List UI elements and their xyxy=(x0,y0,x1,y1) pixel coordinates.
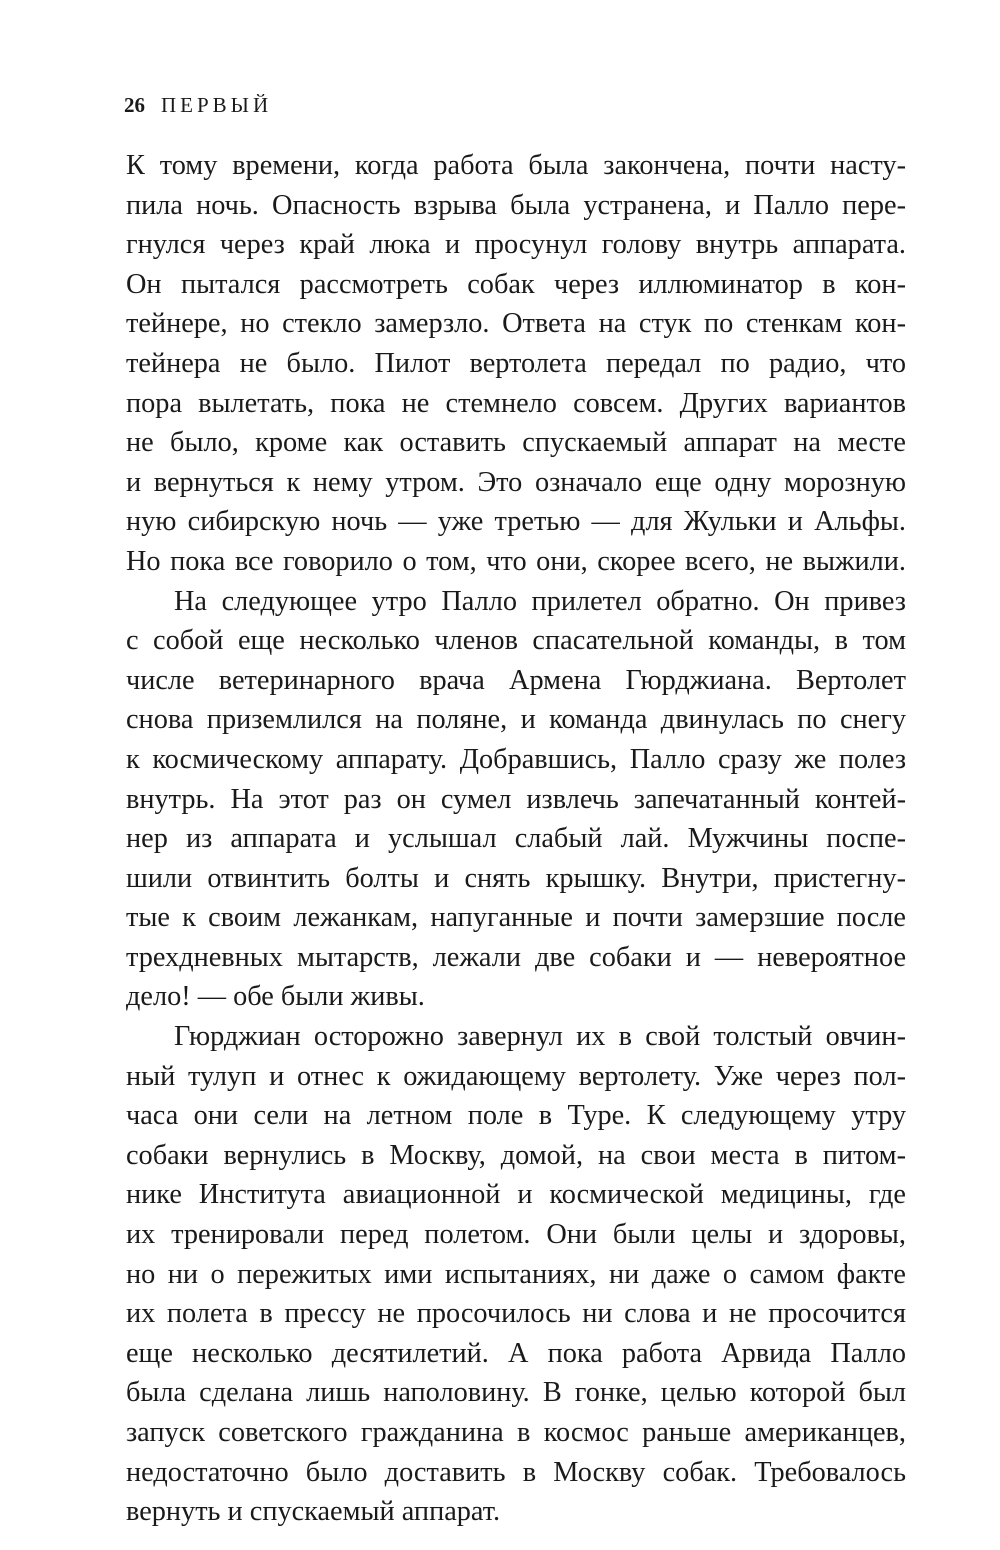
running-head xyxy=(124,92,272,118)
body-text xyxy=(126,146,906,1532)
text-line: еще несколько десятилетий. А пока работа Арвида Палло xyxy=(126,1337,906,1369)
text-line: Он пытался рассмотреть собак через иллюминатор в кон- xyxy=(126,268,906,300)
text-line: числе ветеринарного врача Армена Гюрджиана. Вертолет xyxy=(126,664,906,696)
text-line: Но пока все говорило о том, что они, скорее всего, не выжили. xyxy=(126,545,906,577)
text-line: пила ночь. Опасность взрыва была устранена, и Палло пере- xyxy=(126,189,906,221)
text-line: пора вылетать, пока не стемнело совсем. Других вариантов xyxy=(126,387,906,419)
text-line: и вернуться к нему утром. Это означало еще одну морозную xyxy=(126,466,906,498)
text-line: с собой еще несколько членов спасательной команды, в том xyxy=(126,625,906,657)
text-line: тейнере, но стекло замерзло. Ответа на стук по стенкам кон- xyxy=(126,308,906,340)
chapter-title: ПЕРВЫЙ xyxy=(161,93,273,117)
text-line: вернуть и спускаемый аппарат. xyxy=(126,1496,501,1528)
text-line: запуск советского гражданина в космос раньше американцев, xyxy=(126,1417,906,1448)
text-line: нер из аппарата и услышал слабый лай. Мужчины поспе- xyxy=(126,823,906,855)
text-line: трехдневных мытарств, лежали две собаки и — невероятное xyxy=(126,941,906,973)
text-line: к космическому аппарату. Добравшись, Палло сразу же полез xyxy=(126,743,906,775)
text-line: но ни о пережитых ими испытаниях, ни даже о самом факте xyxy=(126,1258,906,1290)
text-line: ный тулуп и отнес к ожидающему вертолету. Уже через пол- xyxy=(126,1060,906,1092)
text-line: их тренировали перед полетом. Они были целы и здоровы, xyxy=(126,1219,906,1251)
text-line: ную сибирскую ночь — уже третью — для Жульки и Альфы. xyxy=(126,506,906,538)
text-line: гнулся через край люка и просунул голову внутрь аппарата. xyxy=(126,229,906,261)
text-line: не было, кроме как оставить спускаемый аппарат на месте xyxy=(126,427,906,459)
text-line: дело! — обе были живы. xyxy=(126,981,425,1013)
text-line: внутрь. На этот раз он сумел извлечь запечатанный контей- xyxy=(126,783,906,815)
text-line: Гюрджиан осторожно завернул их в свой толстый овчин- xyxy=(174,1021,906,1053)
page-number: 26 xyxy=(124,93,145,117)
text-line: На следующее утро Палло прилетел обратно. Он привез xyxy=(174,585,906,617)
text-line: тейнера не было. Пилот вертолета передал по радио, что xyxy=(126,347,906,379)
text-line: собаки вернулись в Москву, домой, на свои места в питом- xyxy=(126,1139,906,1171)
text-line: шили отвинтить болты и снять крышку. Внутри, пристегну- xyxy=(126,862,906,894)
text-line: К тому времени, когда работа была закончена, почти насту- xyxy=(126,150,906,181)
text-line: была сделана лишь наполовину. В гонке, целью которой был xyxy=(126,1377,906,1409)
text-line: часа они сели на летном поле в Туре. К следующему утру xyxy=(126,1100,906,1132)
text-line: снова приземлился на поляне, и команда двинулась по снегу xyxy=(126,704,906,736)
text-line: их полета в прессу не просочилось ни слова и не просочится xyxy=(126,1298,906,1330)
text-line: тые к своим лежанкам, напуганные и почти замерзшие после xyxy=(126,902,906,934)
text-line: нике Института авиационной и космической медицины, где xyxy=(126,1179,906,1211)
text-line: недостаточно было доставить в Москву собак. Требовалось xyxy=(126,1456,906,1488)
